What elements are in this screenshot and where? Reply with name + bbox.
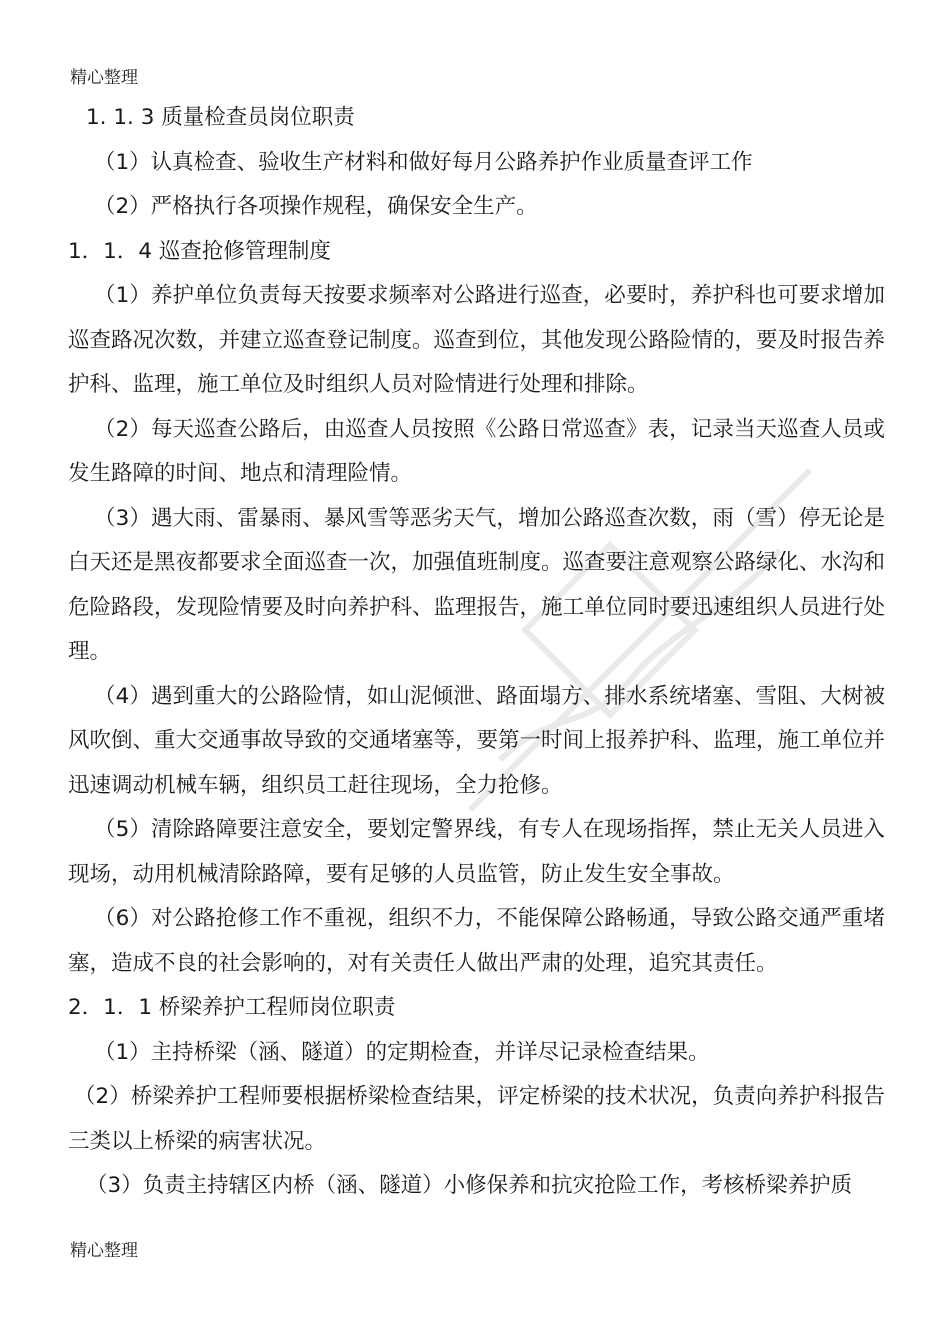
paragraph: （2）严格执行各项操作规程，确保安全生产。	[94, 194, 538, 219]
paragraph: （5）清除路障要注意安全，要划定警界线，有专人在现场指挥，禁止无关人员进入现场，动用机械清除路障，要有足够的人员监管，防止发生安全事故。	[68, 817, 885, 887]
page-header: 精心整理	[70, 68, 138, 88]
section-heading-1-1-3: 1. 1. 3 质量检查员岗位职责	[86, 105, 355, 130]
paragraph: （6）对公路抢修工作不重视，组织不力，不能保障公路畅通，导致公路交通严重堵塞，造成不良的社会影响的，对有关责任人做出严肃的处理，追究其责任。	[68, 906, 885, 976]
paragraph: （2）每天巡查公路后，由巡查人员按照《公路日常巡查》表，记录当天巡查人员或发生路障的时间、地点和清理险情。	[68, 416, 885, 486]
paragraph: （1）养护单位负责每天按要求频率对公路进行巡查，必要时，养护科也可要求增加巡查路况次数，并建立巡查登记制度。巡查到位，其他发现公路险情的，要及时报告养护科、监理，施工单位及时组织人员对险情进行处理和排除。	[68, 283, 886, 397]
section-heading-2-1-1: 2．1．1 桥梁养护工程师岗位职责	[68, 995, 396, 1020]
paragraph: （1）认真检查、验收生产材料和做好每月公路养护作业质量查评工作	[94, 149, 753, 175]
paragraph: （1）主持桥梁（涵、隧道）的定期检查，并详尽记录检查结果。	[94, 1039, 710, 1065]
document-body	[68, 96, 885, 1209]
paragraph: （3）负责主持辖区内桥（涵、隧道）小修保养和抗灾抢险工作，考核桥梁养护质	[86, 1173, 853, 1198]
paragraph: （4）遇到重大的公路险情，如山泥倾泄、路面塌方、排水系统堵塞、雪阻、大树被风吹倒、重大交通事故导致的交通堵塞等，要第一时间上报养护科、监理，施工单位并迅速调动机械车辆，组织员工赶往现场，全力抢修。	[68, 683, 886, 798]
section-heading-1-1-4: 1．1．4 巡查抢修管理制度	[68, 238, 331, 264]
paragraph: （2）桥梁养护工程师要根据桥梁检查结果，评定桥梁的技术状况，负责向养护科报告三类以上桥梁的病害状况。	[68, 1084, 885, 1154]
paragraph: （3）遇大雨、雷暴雨、暴风雪等恶劣天气，增加公路巡查次数，雨（雪）停无论是白天还是黑夜都要求全面巡查一次，加强值班制度。巡查要注意观察公路绿化、水沟和危险路段，发现险情要及时向养护科、监理报告，施工单位同时要迅速组织人员进行处理。	[68, 505, 886, 664]
page-footer: 精心整理	[70, 1241, 138, 1261]
